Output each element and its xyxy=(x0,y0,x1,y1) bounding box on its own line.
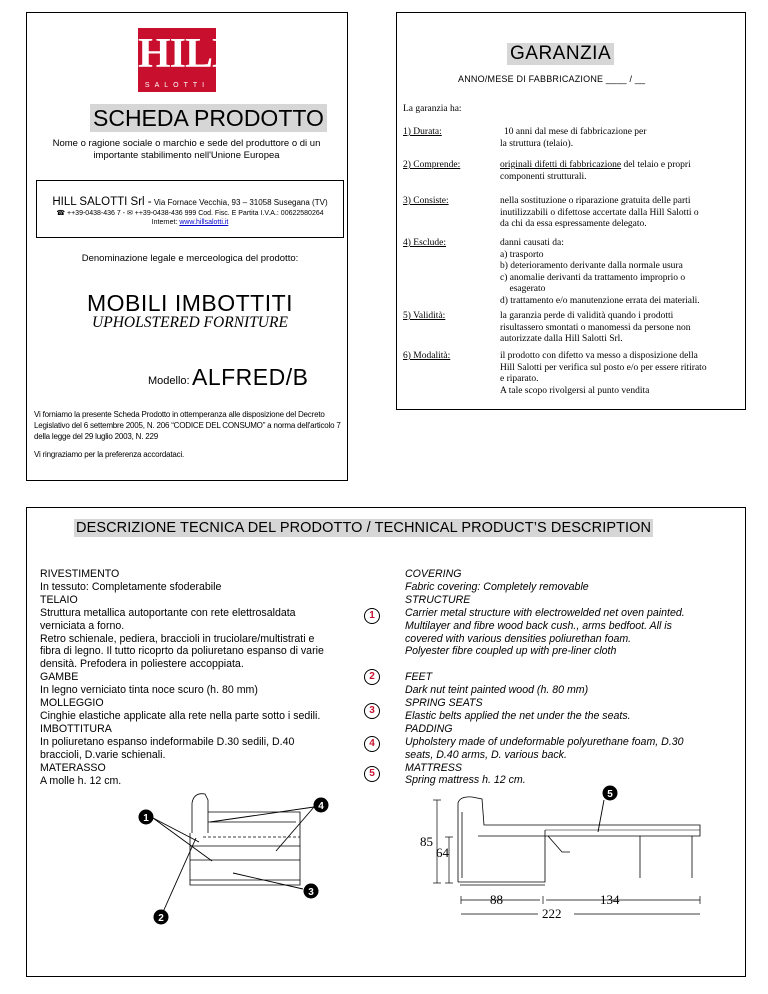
logo-text: HILL xyxy=(138,31,240,77)
desc-line: FEET xyxy=(405,671,433,684)
marker-4: 4 xyxy=(364,736,380,752)
manufacture-date-field: ANNO/MESE DI FABBRICAZIONE ____ / __ xyxy=(458,74,646,84)
desc-line: densità. Prefodera in poliestere accoppiata. xyxy=(40,658,244,671)
website-link[interactable]: www.hillsalotti.it xyxy=(179,219,229,226)
company-address: Via Fornace Vecchia, 93 – 31058 Susegana (TV) xyxy=(151,198,328,207)
desc-line: STRUCTURE xyxy=(405,593,471,606)
warranty-intro: La garanzia ha: xyxy=(403,104,462,114)
clause-line: il prodotto con difetto va messo a disposizione della xyxy=(500,351,698,361)
model-value: ALFRED/B xyxy=(192,364,309,390)
desc-line: Struttura metallica autoportante con rete elettrosaldata xyxy=(40,606,296,619)
warranty-title: GARANZIA xyxy=(507,43,614,65)
product-category-en: UPHOLSTERED FORNITURE xyxy=(92,314,288,331)
desc-line: Carrier metal structure with electrowelded net oven painted. xyxy=(405,606,685,619)
clause-line: A tale scopo rivolgersi al punto vendita xyxy=(500,385,650,396)
clause-line: autorizzate dalla Hill Salotti Srl. xyxy=(500,334,623,344)
clause-line: risultassero smontati o manomessi da persone non xyxy=(500,322,691,333)
desc-line: Polyester fibre coupled up with pre-liner cloth xyxy=(405,645,617,658)
clause-label-method: 6) Modalità: xyxy=(403,351,451,361)
clause-line: d) trattamento e/o manutenzione errata dei materiali. xyxy=(500,295,700,306)
clause-line: c) anomalie derivanti da trattamento improprio o xyxy=(500,272,686,283)
clause-line: 10 anni dal mese di fabbricazione per xyxy=(504,127,647,137)
product-sheet-title: SCHEDA PRODOTTO xyxy=(90,104,327,132)
dimension-bed-extension: 134 xyxy=(600,892,620,907)
dimension-height-total: 85 xyxy=(420,834,433,849)
clause-underlined: originali difetti di fabbricazione xyxy=(500,160,622,170)
callout-arrows-left xyxy=(153,807,314,912)
clause-line: nella sostituzione o riparazione gratuita delle parti xyxy=(500,196,691,206)
company-contacts: ☎ ++39-0438-436 7 - ✉ ++39-0438-436 999 Cod. Fisc. E Partita I.V.A.: 00622580264 xyxy=(56,210,324,217)
company-name: HILL SALOTTI Srl - xyxy=(52,196,152,208)
callout-1-label: 1 xyxy=(143,813,149,824)
clause-line: inutilizzabili o difettose accertate dalla Hill Salotti o xyxy=(500,207,699,218)
desc-line: verniciata a forno. xyxy=(40,619,125,632)
desc-line: Dark nut teint painted wood (h. 80 mm) xyxy=(405,684,589,697)
marker-1: 1 xyxy=(364,608,380,624)
clause-line: la garanzia perde di validità quando i prodotti xyxy=(500,311,674,321)
desc-line: Cinghie elastiche applicate alla rete nella parte sotto i sedili. xyxy=(40,709,321,722)
desc-line: Multilayer and fibre wood back cush., arms bedfoot. All is xyxy=(405,619,672,632)
sofa-section-drawing xyxy=(190,794,300,885)
internet-label: Internet: xyxy=(151,219,180,226)
clause-line: a) trasporto xyxy=(500,249,544,260)
dimension-depth-open: 222 xyxy=(542,906,562,921)
desc-line: COVERING xyxy=(405,568,462,580)
desc-line: Spring mattress h. 12 cm. xyxy=(405,774,526,787)
bed-open-profile-drawing xyxy=(458,797,700,885)
marker-3: 3 xyxy=(364,703,380,719)
desc-line: Fabric covering: Completely removable xyxy=(405,580,589,593)
clause-line: Hill Salotti per verifica sul posto e/o per essere ritirato xyxy=(500,362,707,373)
desc-line: TELAIO xyxy=(40,593,78,606)
dimension-lines xyxy=(433,800,700,914)
legal-name-caption: Denominazione legale e merceologica del prodotto: xyxy=(81,253,299,264)
clause-line: danni causati da: xyxy=(500,238,564,248)
clause-line: la struttura (telaio). xyxy=(500,138,574,149)
marker-5: 5 xyxy=(364,766,380,782)
desc-line: In poliuretano espanso indeformabile D.30 sedili, D.40 xyxy=(40,735,295,748)
model-label: Modello: xyxy=(148,375,190,387)
desc-line: PADDING xyxy=(405,722,453,735)
callout-5-arrow xyxy=(598,800,604,832)
callout-4-label: 4 xyxy=(318,801,324,812)
desc-line: fibra di legno. Il tutto ricoprto da poliuretano espanso di varie xyxy=(40,645,324,658)
desc-line: MATERASSO xyxy=(40,761,106,774)
logo-subtext: SALOTTI xyxy=(144,82,210,89)
clause-label-duration: 1) Durata: xyxy=(403,127,442,137)
desc-line: MOLLEGGIO xyxy=(40,697,104,710)
desc-line: MATTRESS xyxy=(405,761,462,774)
clause-line: esagerato xyxy=(500,284,546,294)
technical-description-title: DESCRIZIONE TECNICA DEL PRODOTTO / TECHNICAL PRODUCT’S DESCRIPTION xyxy=(76,520,652,536)
clause-label-includes: 2) Comprende: xyxy=(403,160,461,170)
desc-line: Upholstery made of undeformable polyurethane foam, D.30 xyxy=(405,735,684,748)
producer-caption: Nome o ragione sociale o marchio e sede del produttore o di un importante stabilimento nell'Unione Europea xyxy=(52,138,321,161)
clause-line-rest: del telaio e propri xyxy=(621,160,691,170)
dimension-labels xyxy=(420,834,620,921)
clause-line: b) deterioramento derivante dalla normale usura xyxy=(500,261,683,271)
desc-line: braccioli, D.varie schienali. xyxy=(40,748,166,761)
dimension-depth-closed: 88 xyxy=(490,892,503,907)
thanks-note: Vi ringraziamo per la preferenza accordataci. xyxy=(34,450,185,459)
desc-line: SPRING SEATS xyxy=(405,697,483,710)
desc-line: A molle h. 12 cm. xyxy=(40,774,122,787)
desc-line: covered with various densities poliurethan foam. xyxy=(405,632,632,645)
callout-5-label: 5 xyxy=(607,789,613,800)
consumer-code-notice: Vi forniamo la presente Scheda Prodotto in ottemperanza alle disposizione del Decreto Legislativo del 6 settembre 2005, N. 206 “CODICE DEL CONSUMO” a norma dell'articolo 7 della legge del 29 luglio 2003, N. 229 xyxy=(34,410,341,441)
desc-line: In legno verniciato tinta noce scuro (h. 80 mm) xyxy=(40,684,258,697)
clause-label-consists: 3) Consiste: xyxy=(403,196,449,206)
desc-line: RIVESTIMENTO xyxy=(40,568,120,580)
desc-line: In tessuto: Completamente sfoderabile xyxy=(40,580,222,593)
marker-2: 2 xyxy=(364,669,380,685)
clause-line: componenti strutturali. xyxy=(500,171,587,182)
desc-line: IMBOTTITURA xyxy=(40,722,112,735)
product-category-it: MOBILI IMBOTTITI xyxy=(86,290,294,316)
desc-line: GAMBE xyxy=(40,671,79,684)
clause-label-excludes: 4) Esclude: xyxy=(403,238,447,248)
dimension-height-seat: 64 xyxy=(436,845,449,860)
desc-line: Retro schienale, pediera, braccioli in truciolare/multistrati e xyxy=(40,632,315,645)
callout-2-label: 2 xyxy=(158,913,164,924)
desc-line: Elastic belts applied the net under the the seats. xyxy=(405,709,631,722)
desc-line: seats, D.40 arms, D. various back. xyxy=(405,748,567,761)
clause-label-validity: 5) Validità: xyxy=(403,311,446,321)
clause-line: e riparato. xyxy=(500,374,539,384)
callout-3-label: 3 xyxy=(308,887,314,898)
clause-line: da chi da essa espressamente delegato. xyxy=(500,219,647,229)
